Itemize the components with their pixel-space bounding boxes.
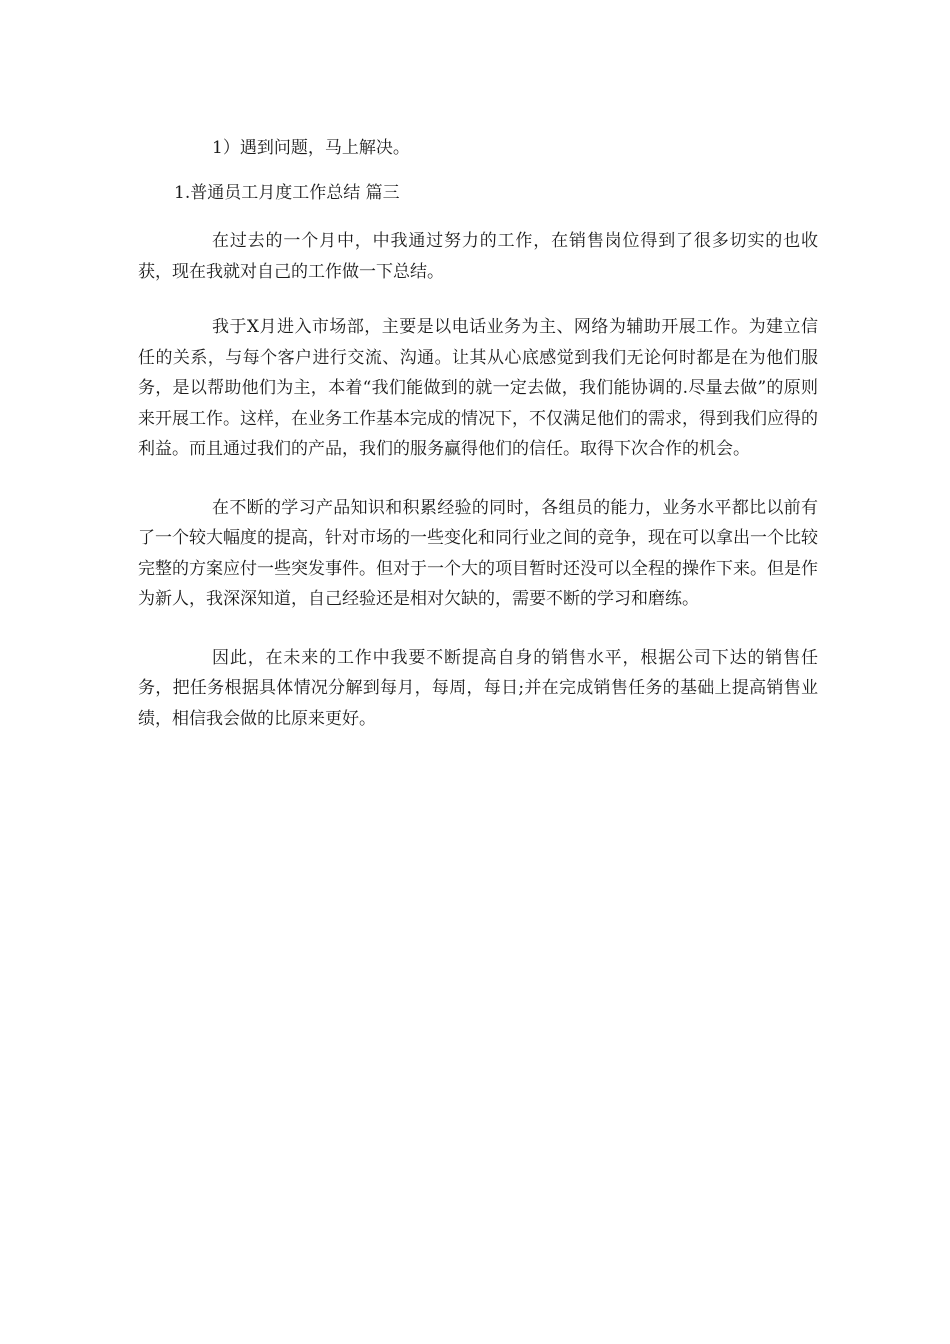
spacer [138, 164, 818, 178]
paragraph-3: 在不断的学习产品知识和积累经验的同时，各组员的能力，业务水平都比以前有了一个较大幅度的提高，针对市场的一些变化和同行业之间的竞争，现在可以拿出一个比较完整的方案应付一些突发事件。但对于一个大的项目暂时还没可以全程的操作下来。但是作为新人，我深深知道，自己经验还是相对欠缺的，需要不断的学习和磨练。 [138, 497, 818, 609]
paragraph-4: 因此，在未来的工作中我要不断提高自身的销售水平，根据公司下达的销售任务，把任务根据具体情况分解到每月，每周，每日;并在完成销售任务的基础上提高销售业绩，相信我会做的比原来更好。 [138, 647, 818, 729]
document-body [138, 133, 818, 734]
paragraph-2: 我于X月进入市场部，主要是以电话业务为主、网络为辅助开展工作。为建立信任的关系，与每个客户进行交流、沟通。让其从心底感觉到我们无论何时都是在为他们服务，是以帮助他们为主，本着“我们能做到的就一定去做，我们能协调的.尽量去做”的原则来开展工作。这样，在业务工作基本完成的情况下，不仅满足他们的需求，得到我们应得的利益。而且通过我们的产品，我们的服务赢得他们的信任。取得下次合作的机会。 [138, 317, 818, 459]
spacer [138, 615, 818, 643]
section-heading: 1.普通员工月度工作总结 篇三 [174, 182, 400, 203]
spacer [138, 287, 818, 312]
list-item-line: 1）遇到问题，马上解决。 [212, 138, 410, 158]
spacer [138, 208, 818, 226]
paragraph-1: 在过去的一个月中，中我通过努力的工作，在销售岗位得到了很多切实的也收获，现在我就对自己的工作做一下总结。 [138, 231, 818, 282]
spacer [138, 465, 818, 493]
